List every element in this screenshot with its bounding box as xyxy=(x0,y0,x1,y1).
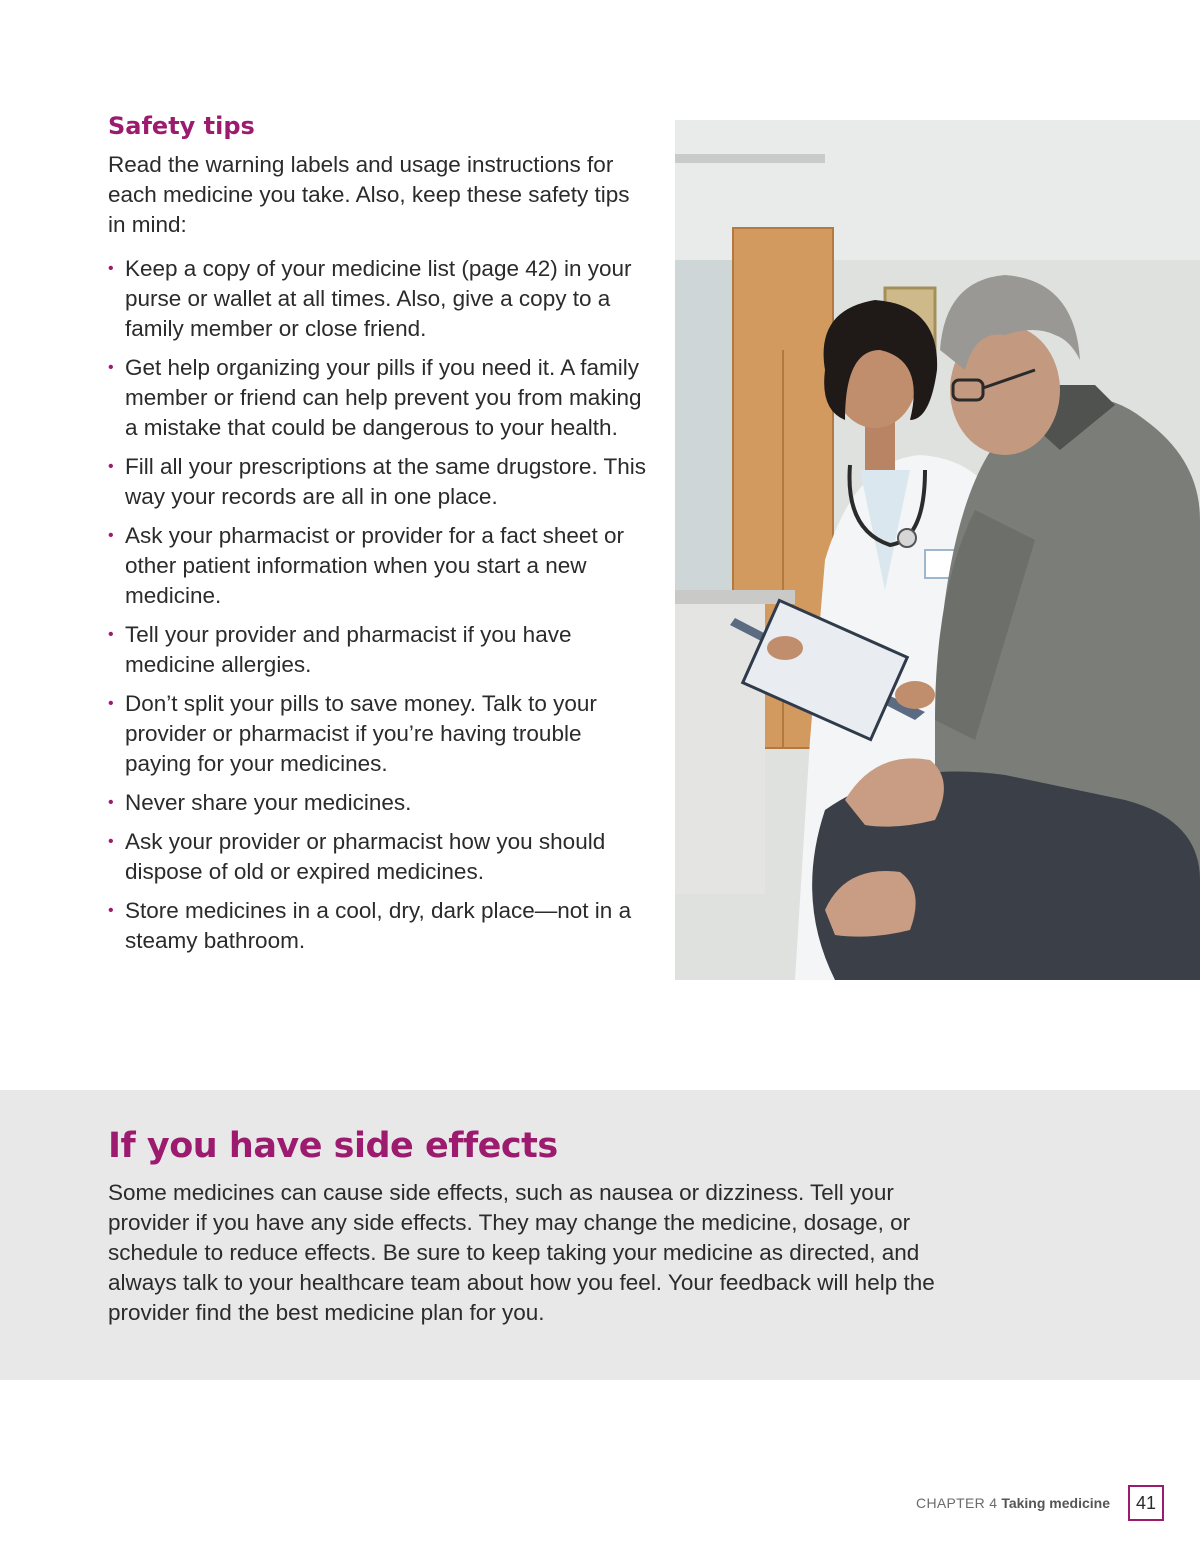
tip-text: Don’t split your pills to save money. Talk to your provider or pharmacist if you’re having trouble paying for your medicines. xyxy=(125,691,597,776)
page-number: 41 xyxy=(1128,1485,1164,1521)
bullet-icon: • xyxy=(108,260,114,277)
bullet-icon: • xyxy=(108,833,114,850)
bullet-icon: • xyxy=(108,902,114,919)
list-item xyxy=(108,689,648,779)
side-effects-body: Some medicines can cause side effects, such as nausea or dizziness. Tell your provider if you have any side effects. They may change the medicine, dosage, or schedule to reduce effects. Be sure to keep taking your medicine as directed, and always talk to your healthcare team about how you feel. Your feedback will help the provider find the best medicine plan for you. xyxy=(108,1180,935,1325)
tip-text: Ask your pharmacist or provider for a fact sheet or other patient information when you start a new medicine. xyxy=(125,523,624,608)
tip-text: Never share your medicines. xyxy=(125,790,412,815)
bullet-icon: • xyxy=(108,458,114,475)
tip-text: Fill all your prescriptions at the same drugstore. This way your records are all in one place. xyxy=(125,454,647,509)
bullet-icon: • xyxy=(108,626,114,643)
tip-text: Tell your provider and pharmacist if you have medicine allergies. xyxy=(125,622,572,677)
tip-text: Get help organizing your pills if you need it. A family member or friend can help prevent you from making a mistake that could be dangerous to your health. xyxy=(125,355,642,440)
list-item xyxy=(108,452,648,512)
footer-chapter-label: CHAPTER 4 xyxy=(916,1495,998,1511)
tip-text: Store medicines in a cool, dry, dark place—not in a steamy bathroom. xyxy=(125,898,632,953)
photo-illustration-icon xyxy=(675,120,1200,980)
list-item xyxy=(108,521,648,611)
bullet-icon: • xyxy=(108,695,114,712)
list-item xyxy=(108,896,648,956)
list-item xyxy=(108,788,648,818)
page-footer xyxy=(916,1484,1164,1522)
safety-tips-intro: Read the warning labels and usage instructions for each medicine you take. Also, keep these safety tips in mind: xyxy=(108,152,630,237)
bullet-icon: • xyxy=(108,527,114,544)
list-item xyxy=(108,620,648,680)
list-item xyxy=(108,254,648,344)
list-item xyxy=(108,827,648,887)
bullet-icon: • xyxy=(108,359,114,376)
footer-chapter-title: Taking medicine xyxy=(1001,1495,1110,1511)
side-effects-panel xyxy=(0,1090,1200,1380)
safety-tips-list xyxy=(108,254,648,956)
doctor-patient-photo xyxy=(675,120,1200,980)
list-item xyxy=(108,353,648,443)
safety-tips-heading: Safety tips xyxy=(108,112,255,140)
tip-text: Keep a copy of your medicine list (page 42) in your purse or wallet at all times. Also, give a copy to a family member or close friend. xyxy=(125,256,632,341)
safety-tips-section xyxy=(108,110,648,965)
tip-text: Ask your provider or pharmacist how you should dispose of old or expired medicines. xyxy=(125,829,606,884)
side-effects-heading: If you have side effects xyxy=(108,1126,558,1166)
bullet-icon: • xyxy=(108,794,114,811)
